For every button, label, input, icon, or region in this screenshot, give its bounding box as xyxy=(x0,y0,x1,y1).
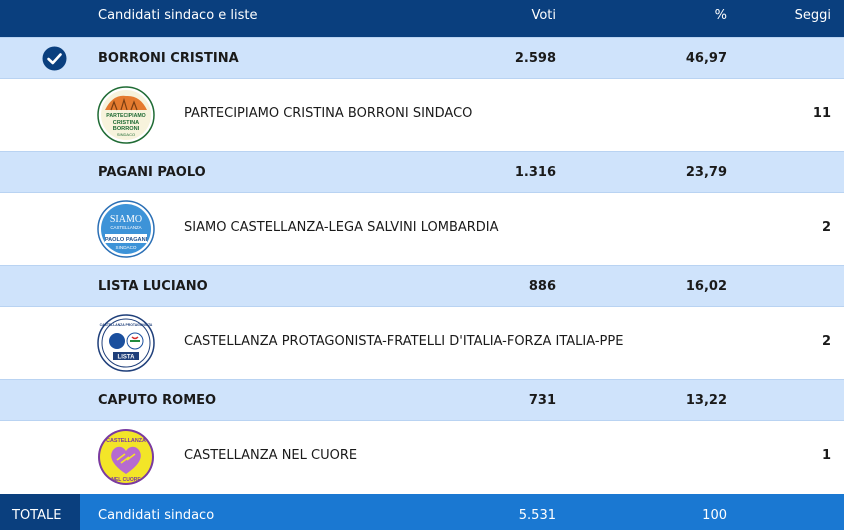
total-pct: 100 xyxy=(702,508,727,523)
candidate-row xyxy=(0,37,844,79)
candidate-votes: 1.316 xyxy=(514,165,556,180)
elected-check-icon xyxy=(42,46,67,71)
logo-text: SINDACO xyxy=(116,132,136,137)
candidate-name: LISTA LUCIANO xyxy=(98,279,208,294)
logo-text: BORRONI xyxy=(112,126,140,132)
castellanza-nel-cuore-logo-icon xyxy=(97,428,155,486)
list-seats: 11 xyxy=(812,106,831,121)
header-candidates: Candidati sindaco e liste xyxy=(98,8,258,23)
candidate-name: BORRONI CRISTINA xyxy=(98,51,239,66)
logo-text: LISTA xyxy=(117,354,135,361)
candidate-name: CAPUTO ROMEO xyxy=(98,393,217,408)
list-name: CASTELLANZA NEL CUORE xyxy=(184,448,358,463)
candidate-pct: 23,79 xyxy=(685,165,727,180)
total-label: TOTALE xyxy=(0,494,80,530)
list-seats: 2 xyxy=(821,334,831,349)
list-row xyxy=(0,193,844,265)
candidate-pct: 16,02 xyxy=(685,279,727,294)
siamo-logo-icon xyxy=(97,200,155,258)
candidate-votes: 731 xyxy=(528,393,556,408)
list-row xyxy=(0,307,844,379)
header-votes: Voti xyxy=(531,8,556,23)
logo-text: SIAMO xyxy=(109,214,143,225)
candidate-row xyxy=(0,151,844,193)
candidate-pct: 13,22 xyxy=(685,393,727,408)
candidate-row xyxy=(0,265,844,307)
logo-text: CASTELLANZA PROTAGONISTA xyxy=(99,323,153,327)
total-votes: 5.531 xyxy=(518,508,556,523)
logo-text: SINDACO xyxy=(115,245,137,250)
header-pct: % xyxy=(714,8,727,23)
partecipiamo-logo-icon xyxy=(97,86,155,144)
logo-text: CASTELLANZA xyxy=(110,225,142,230)
list-row xyxy=(0,79,844,151)
logo-text: NEL CUORE xyxy=(111,477,141,483)
candidate-pct: 46,97 xyxy=(685,51,727,66)
list-name: SIAMO CASTELLANZA-LEGA SALVINI LOMBARDIA xyxy=(184,220,499,235)
header-seats: Seggi xyxy=(794,8,831,23)
logo-text: PARTECIPIAMO xyxy=(106,113,146,119)
list-row xyxy=(0,421,844,493)
list-seats: 2 xyxy=(821,220,831,235)
totals-row xyxy=(0,494,844,530)
list-name: CASTELLANZA PROTAGONISTA-FRATELLI D'ITALIA-FORZA ITALIA-PPE xyxy=(184,334,624,349)
list-name: PARTECIPIAMO CRISTINA BORRONI SINDACO xyxy=(184,106,473,121)
logo-text: CASTELLANZA xyxy=(106,438,146,444)
list-seats: 1 xyxy=(821,448,831,463)
candidate-votes: 2.598 xyxy=(514,51,556,66)
logo-text: PAOLO PAGANI xyxy=(104,237,148,243)
candidate-row xyxy=(0,379,844,421)
results-table-header xyxy=(0,0,844,37)
castellanza-protagonista-logo-icon xyxy=(97,314,155,372)
total-candidates-label: Candidati sindaco xyxy=(98,508,215,523)
candidate-votes: 886 xyxy=(528,279,556,294)
logo-text: CRISTINA xyxy=(112,120,140,126)
candidate-name: PAGANI PAOLO xyxy=(98,165,206,180)
